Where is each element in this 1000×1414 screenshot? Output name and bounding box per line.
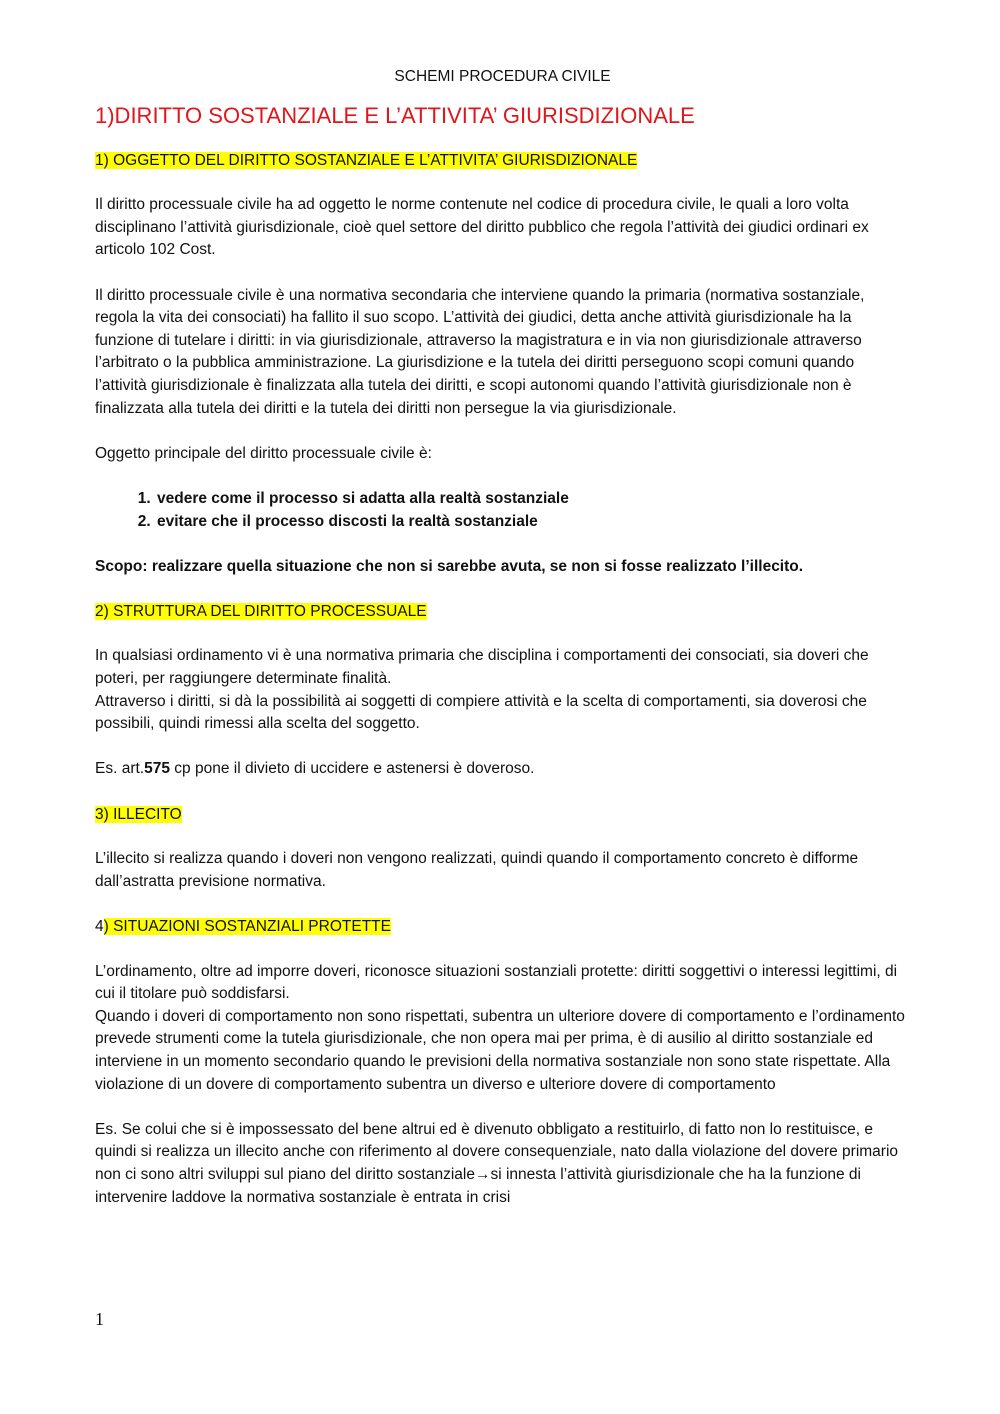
paragraph	[95, 961, 910, 1097]
example-paragraph	[95, 1119, 910, 1209]
section-heading-text: ) SITUAZIONI SOSTANZIALI PROTETTE	[103, 918, 391, 935]
document-page	[95, 66, 910, 1232]
section-heading-situazioni	[95, 916, 910, 939]
objectives-list	[95, 488, 910, 533]
paragraph: L’illecito si realizza quando i doveri non vengono realizzati, quindi quando il comportamento concreto è difforme dall’astratta previsione normativa.	[95, 850, 859, 890]
scope-statement: Scopo: realizzare quella situazione che non si sarebbe avuta, se non si fosse realizzato l’illecito.	[95, 557, 804, 575]
paragraph	[95, 645, 910, 735]
example-text: si innesta l’attività giurisdizionale che ha la funzione di intervenire laddove la normativa sostanziale è entrata in crisi	[95, 1165, 861, 1206]
section-heading-text: 1) OGGETTO DEL DIRITTO SOSTANZIALE E L’ATTIVITA’ GIURISDIZIONALE	[95, 151, 638, 169]
section-heading-text: 2) STRUTTURA DEL DIRITTO PROCESSUALE	[95, 602, 427, 620]
section-heading-struttura	[95, 601, 910, 624]
example-paragraph	[95, 758, 910, 781]
paragraph: Oggetto principale del diritto processuale civile è:	[95, 444, 432, 462]
arrow-right-icon: →	[474, 1165, 491, 1183]
page-number: 1	[95, 1309, 104, 1329]
chapter-heading: 1)DIRITTO SOSTANZIALE E L’ATTIVITA’ GIURISDIZIONALE	[95, 102, 695, 128]
paragraph: Il diritto processuale civile ha ad oggetto le norme contenute nel codice di procedura civile, le quali a loro volta disciplinano l’attività giurisdizionale, cioè quel settore del diritto pubblico che regola l’attività dei giudici ordinari ex articolo 102 Cost.	[95, 196, 869, 259]
section-heading-text: 3) ILLECITO	[95, 805, 182, 823]
section-heading-number: 4	[95, 918, 104, 935]
paragraph-line: Attraverso i diritti, si dà la possibilità ai soggetti di compiere attività e la scelta di comportamenti, sia doverosi che possibili, quindi rimessi alla scelta del soggetto.	[95, 692, 867, 733]
example-suffix: cp pone il divieto di uccidere e astenersi è doveroso.	[169, 760, 535, 778]
section-heading-oggetto	[95, 150, 910, 173]
example-text: Es. Se colui che si è impossessato del bene altrui ed è divenuto obbligato a restituirlo, di fatto non lo restituisce, e quindi si realizza un illecito anche con riferimento al dovere consequenziale, nato dalla violazione del dovere primario non ci sono altri sviluppi sul piano del diritto sostanziale	[95, 1120, 899, 1183]
paragraph-line: Quando i doveri di comportamento non sono rispettati, subentra un ulteriore dovere di comportamento e l’ordinamento prevede strumenti come la tutela giurisdizionale, che non opera mai per prima, è di ausilio al diritto sostanziale ed interviene in un momento secondario quando le previsioni della normativa sostanziale non sono state rispettate. Alla violazione di un dovere di comportamento subentra un diverso e ulteriore dovere di comportamento	[95, 1007, 905, 1093]
article-number: 575	[144, 760, 170, 778]
paragraph-line: L’ordinamento, oltre ad imporre doveri, riconosce situazioni sostanziali protette: diritti soggettivi o interessi legittimi, di cui il titolare può soddisfarsi.	[95, 962, 898, 1003]
list-item: 1. vedere come il processo si adatta alla realtà sostanziale	[155, 488, 910, 511]
list-item: 2. evitare che il processo discosti la realtà sostanziale	[155, 511, 910, 534]
document-title: SCHEMI PROCEDURA CIVILE	[394, 68, 611, 85]
section-heading-illecito	[95, 804, 910, 827]
paragraph-line: In qualsiasi ordinamento vi è una normativa primaria che disciplina i comportamenti dei consociati, sia doveri che poteri, per raggiungere determinate finalità.	[95, 647, 869, 688]
example-prefix: Es. art.	[95, 760, 145, 778]
paragraph: Il diritto processuale civile è una normativa secondaria che interviene quando la primaria (normativa sostanziale, regola la vita dei consociati) ha fallito il suo scopo. L’attività dei giudici, detta anche attività giurisdizionale ha la funzione di tutelare i diritti: in via giurisdizionale, attraverso la magistratura e in via non giurisdizionale attraverso l’arbitrato o la pubblica amministrazione. La giurisdizione e la tutela dei diritti perseguono scopi comuni quando l’attività giurisdizionale è finalizzata alla tutela dei diritti, e scopi autonomi quando l’attività giurisdizionale non è finalizzata alla tutela dei diritti e la tutela dei diritti non persegue la via giurisdizionale.	[95, 286, 865, 417]
